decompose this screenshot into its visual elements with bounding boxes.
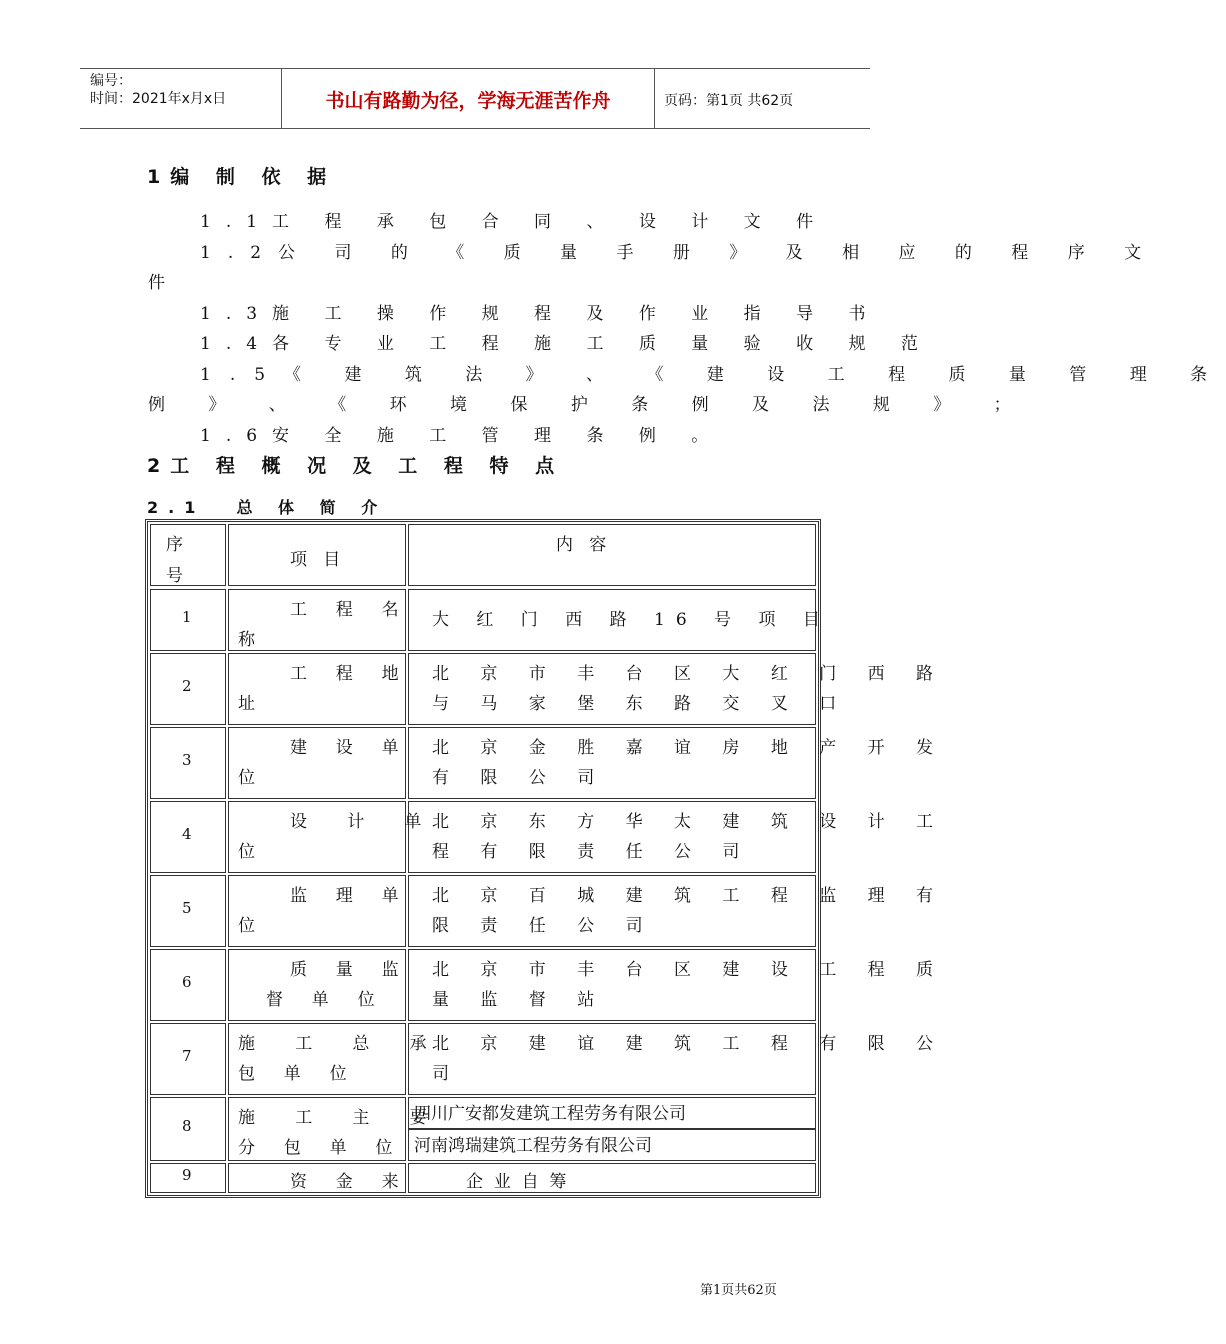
table-item: 督 单 位	[266, 990, 381, 1010]
table-item: 分 包 单 位	[238, 1138, 399, 1158]
table-content: 北 京 市 丰 台 区 大 红 门 西 路	[432, 664, 947, 684]
header-divider-right	[654, 68, 655, 129]
section1-title: 1编 制 依 据	[147, 166, 337, 188]
table-item: 位	[238, 768, 261, 788]
table-header-seq: 序	[166, 535, 183, 555]
table-content: 四川广安都发建筑工程劳务有限公司	[414, 1104, 686, 1124]
table-seq: 7	[182, 1047, 192, 1065]
table-seq: 2	[182, 677, 192, 695]
table-content: 北 京 百 城 建 筑 工 程 监 理 有	[432, 886, 947, 906]
table-header-content: 内 容	[556, 535, 607, 555]
table-seq: 5	[182, 899, 192, 917]
table-content: 与 马 家 堡 东 路 交 叉 口	[432, 694, 850, 714]
table-header-content-cell	[408, 524, 816, 586]
table-item: 工 程 地	[290, 664, 405, 684]
table-item: 址	[238, 694, 261, 714]
table-item: 监 理 单	[290, 886, 405, 906]
header-page-label: 页码：第1页 共62页	[664, 93, 794, 109]
section2-subtitle: 2.1 总 体 简 介	[147, 498, 388, 517]
table-item: 设 计 单	[290, 812, 428, 832]
table-seq: 3	[182, 751, 192, 769]
section2-title: 2工 程 概 况 及 工 程 特 点	[147, 455, 565, 477]
table-content: 量 监 督 站	[432, 990, 608, 1010]
section1-item: 件	[148, 273, 180, 293]
section1-item: 1.1工 程 承 包 合 同 、 设 计 文 件	[200, 212, 829, 232]
table-item: 位	[238, 842, 261, 862]
table-seq: 1	[182, 608, 192, 626]
table-content: 有 限 公 司	[432, 768, 608, 788]
table-item: 包 单 位	[238, 1064, 353, 1084]
table-seq: 8	[182, 1117, 192, 1135]
table-seq: 9	[182, 1166, 192, 1184]
table-header-seq: 号	[166, 566, 183, 586]
section1-item: 1.2公 司 的 《 质 量 手 册 》 及 相 应 的 程 序 文	[200, 243, 1159, 263]
table-content: 北 京 东 方 华 太 建 筑 设 计 工	[432, 812, 947, 832]
table-header-item: 项 目	[290, 550, 341, 570]
section1-item: 1.6安 全 施 工 管 理 条 例 。	[200, 426, 724, 446]
table-item: 称	[238, 630, 261, 650]
table-content: 北 京 金 胜 嘉 谊 房 地 产 开 发	[432, 738, 947, 758]
table-seq: 4	[182, 825, 192, 843]
header-number-label: 编号：	[90, 73, 132, 89]
header-top-rule	[80, 68, 870, 69]
table-content: 企 业 自 筹	[466, 1172, 567, 1192]
table-content: 司	[432, 1064, 462, 1084]
section1-item: 1.3施 工 操 作 规 程 及 作 业 指 导 书	[200, 304, 881, 324]
table-item: 施 工 主 要	[238, 1108, 433, 1128]
table-item: 质 量 监	[290, 960, 405, 980]
table-content: 北 京 市 丰 台 区 建 设 工 程 质	[432, 960, 947, 980]
header-bottom-rule	[80, 128, 870, 129]
section1-item: 1.4各 专 业 工 程 施 工 质 量 验 收 规 范	[200, 334, 933, 354]
table-item: 位	[238, 916, 261, 936]
table-content: 大 红 门 西 路 16 号 项 目	[432, 610, 831, 630]
table-content: 限 责 任 公 司	[432, 916, 656, 936]
table-item: 资 金 来	[290, 1172, 405, 1192]
table-content: 北 京 建 谊 建 筑 工 程 有 限 公	[432, 1034, 947, 1054]
section1-item: 1.5《 建 筑 法 》 、 《 建 设 工 程 质 量 管 理 条	[200, 365, 1226, 385]
header-time-label: 时间：2021年x月x日	[90, 91, 227, 107]
table-seq: 6	[182, 973, 192, 991]
section1-item: 例 》 、 《 环 境 保 护 条 例 及 法 规 》 ；	[148, 395, 1030, 415]
table-content: 程 有 限 责 任 公 司	[432, 842, 753, 862]
table-content: 河南鸿瑞建筑工程劳务有限公司	[414, 1136, 652, 1156]
table-item: 工 程 名	[290, 600, 405, 620]
table-item: 施 工 总 承	[238, 1034, 433, 1054]
table-item: 建 设 单	[290, 738, 405, 758]
footer-page-number: 第1页共62页	[700, 1283, 777, 1298]
header-motto: 书山有路勤为径，学海无涯苦作舟	[325, 90, 611, 112]
table-header-seq-cell	[150, 524, 226, 586]
